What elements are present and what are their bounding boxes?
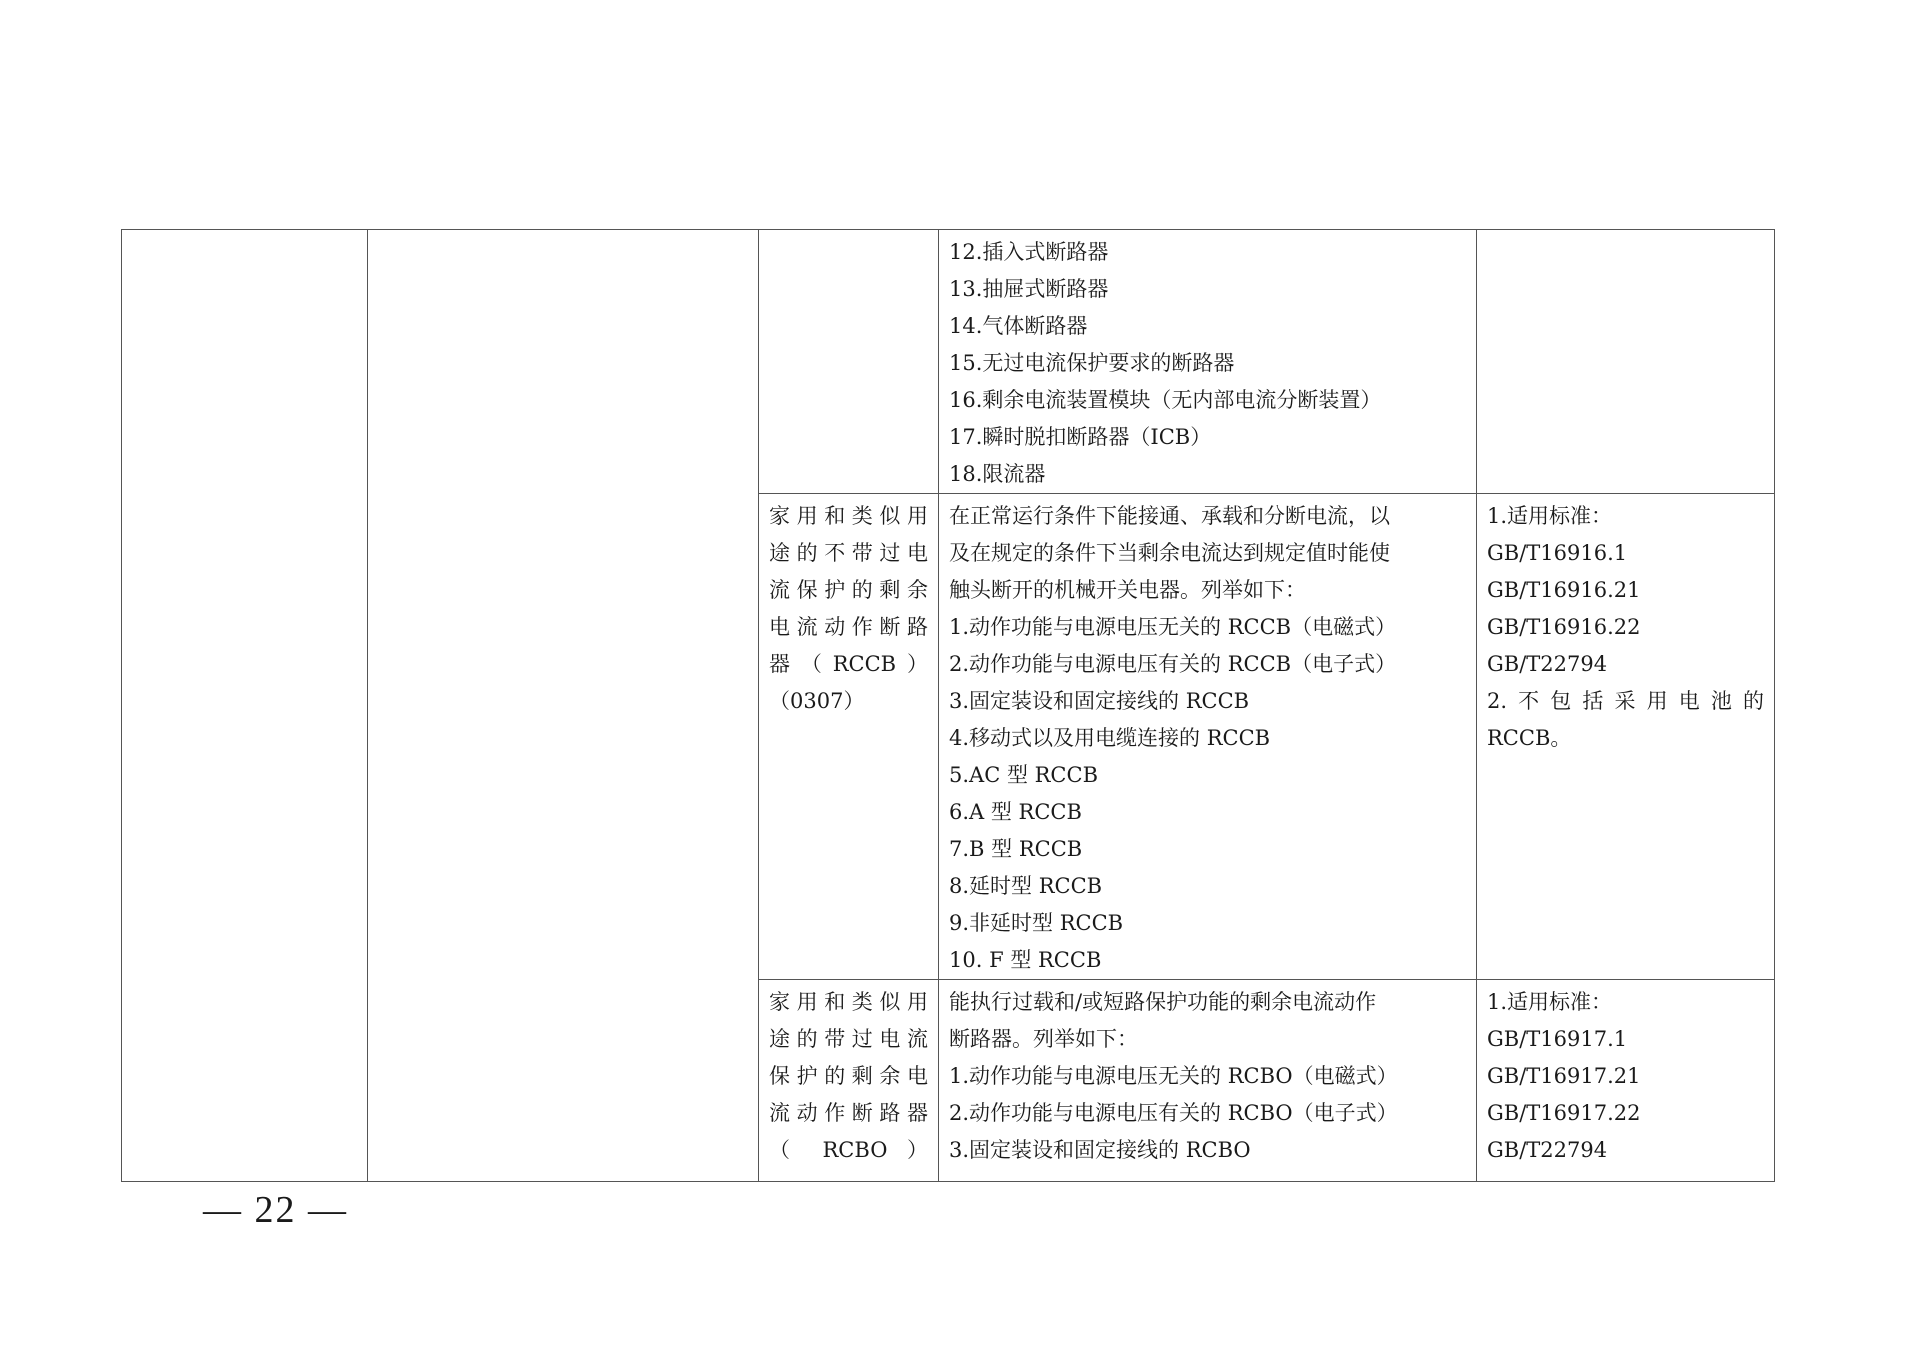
standard-line: GB/T16917.1	[1487, 1027, 1628, 1051]
list-item: 5.AC 型 RCCB	[949, 763, 1098, 787]
list-item: 3.固定装设和固定接线的 RCBO	[949, 1138, 1251, 1162]
standard-line: GB/T22794	[1487, 1138, 1608, 1162]
standard-line: GB/T16916.1	[1487, 541, 1628, 565]
description-line: 能执行过载和/或短路保护功能的剩余电流动作	[949, 990, 1377, 1014]
standard-cell	[1477, 980, 1775, 1182]
standard-line: GB/T22794	[1487, 652, 1608, 676]
product-name-line: 家用和类似用	[769, 504, 928, 528]
list-item: 14.气体断路器	[949, 314, 1088, 338]
standard-line: GB/T16917.21	[1487, 1064, 1641, 1088]
subcategory-cell	[368, 230, 759, 1182]
standard-line: 1.适用标准：	[1487, 504, 1613, 528]
standard-cell	[1477, 230, 1775, 494]
category-cell	[122, 230, 368, 1182]
description-cell	[939, 980, 1477, 1182]
product-name-line: 器（RCCB）	[769, 652, 928, 676]
table-row	[122, 230, 1775, 494]
list-item: 16.剩余电流装置模块（无内部电流分断装置）	[949, 388, 1382, 412]
product-name-cell	[759, 494, 939, 980]
description-line: 及在规定的条件下当剩余电流达到规定值时能使	[949, 541, 1390, 565]
product-name-cell	[759, 230, 939, 494]
standard-line: 1.适用标准：	[1487, 990, 1613, 1014]
product-name-line: 流保护的剩余	[769, 578, 928, 602]
product-name-line: 电流动作断路	[769, 615, 928, 639]
product-name-line: 途的不带过电	[769, 541, 928, 565]
product-name-line: 家用和类似用	[769, 990, 928, 1014]
list-item: 13.抽屉式断路器	[949, 277, 1109, 301]
description-line: 在正常运行条件下能接通、承载和分断电流，以	[949, 504, 1390, 528]
list-item: 10. F 型 RCCB	[949, 948, 1102, 972]
product-name-line: 保护的剩余电	[769, 1064, 928, 1088]
list-item: 7.B 型 RCCB	[949, 837, 1083, 861]
standard-line: GB/T16916.21	[1487, 578, 1641, 602]
list-item: 6.A 型 RCCB	[949, 800, 1082, 824]
list-item: 15.无过电流保护要求的断路器	[949, 351, 1235, 375]
list-item: 9.非延时型 RCCB	[949, 911, 1124, 935]
standard-line: GB/T16916.22	[1487, 615, 1641, 639]
list-item: 1.动作功能与电源电压无关的 RCBO（电磁式）	[949, 1064, 1398, 1088]
standard-line: 2.不包括采用电池的	[1487, 689, 1764, 713]
list-item: 18.限流器	[949, 462, 1046, 486]
list-item: 17.瞬时脱扣断路器（ICB）	[949, 425, 1212, 449]
description-cell	[939, 494, 1477, 980]
list-item: 4.移动式以及用电缆连接的 RCCB	[949, 726, 1271, 750]
product-code: （0307）	[769, 689, 865, 713]
list-item: 2.动作功能与电源电压有关的 RCCB（电子式）	[949, 652, 1397, 676]
standard-line: GB/T16917.22	[1487, 1101, 1641, 1125]
list-item: 12.插入式断路器	[949, 240, 1109, 264]
product-name-cell	[759, 980, 939, 1182]
standard-line: RCCB。	[1487, 726, 1572, 750]
list-item: 1.动作功能与电源电压无关的 RCCB（电磁式）	[949, 615, 1397, 639]
product-catalog-table	[121, 229, 1775, 1182]
list-item: 3.固定装设和固定接线的 RCCB	[949, 689, 1250, 713]
description-cell	[939, 230, 1477, 494]
list-item: 8.延时型 RCCB	[949, 874, 1103, 898]
description-line: 触头断开的机械开关电器。列举如下：	[949, 578, 1306, 602]
product-name-line: （ RCBO ）	[769, 1138, 928, 1162]
product-name-line: 途的带过电流	[769, 1027, 928, 1051]
list-item: 2.动作功能与电源电压有关的 RCBO（电子式）	[949, 1101, 1398, 1125]
page-number: — 22 —	[203, 1189, 348, 1231]
standard-cell	[1477, 494, 1775, 980]
product-name-line: 流动作断路器	[769, 1101, 928, 1125]
description-line: 断路器。列举如下：	[949, 1027, 1138, 1051]
